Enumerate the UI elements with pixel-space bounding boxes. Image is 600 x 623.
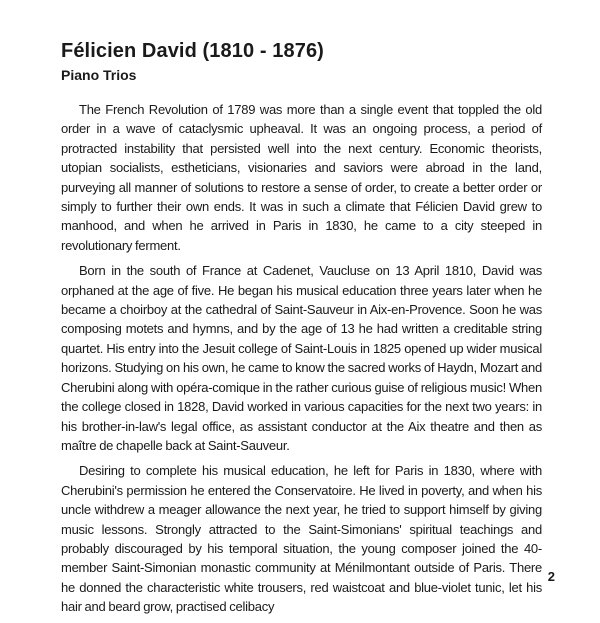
body-text xyxy=(61,100,542,623)
paragraph-1: The French Revolution of 1789 was more than a single event that toppled the old order in a wave of cataclysmic upheaval. It was an ongoing process, a period of protracted instability that persisted well into the next century. Economic theorists, utopian socialists, estheticians, visionaries and saviors were abroad in the land, purveying all manner of solutions to restore a sense of order, to create a better order or simply to further their own ends. It was in such a climate that Félicien David grew to manhood, and when he arrived in Paris in 1830, he came to a city steeped in revolutionary ferment. xyxy=(61,102,542,253)
paragraph-2: Born in the south of France at Cadenet, Vaucluse on 13 April 1810, David was orphaned at the age of five. He began his musical education three years later when he became a choirboy at the cathedral of Saint-Sauveur in Aix-en-Provence. Soon he was composing motets and hymns, and by the age of 13 he had written a creditable string quartet. His entry into the Jesuit college of Saint-Louis in 1825 opened up wider musical horizons. Studying on his own, he came to know the sacred works of Haydn, Mozart and Cherubini along with opéra-comique in the rather curious guise of religious music! When the college closed in 1828, David worked in various capacities for the next two years: in his brother-in-law's legal office, as assistant conductor at the Aix theatre and then as maître de chapelle back at Saint-Sauveur. xyxy=(61,263,542,453)
page-title: Félicien David (1810 - 1876) xyxy=(61,40,324,62)
page-number: 2 xyxy=(547,569,555,584)
paragraph-3: Desiring to complete his musical education, he left for Paris in 1830, where with Cherubini's permission he entered the Conservatoire. He lived in poverty, and when his uncle withdrew a meager allowance the next year, he tried to support himself by giving music lessons. Strongly attracted to the Saint-Simonians' spiritual teachings and probably discouraged by his temporal situation, the young composer joined the 40-member Saint-Simonian monastic community at Ménilmontant outside of Paris. There he donned the characteristic white trousers, red waistcoat and blue-violet tunic, let his hair and beard grow, practised celibacy xyxy=(61,463,542,615)
page-subtitle: Piano Trios xyxy=(61,67,137,83)
